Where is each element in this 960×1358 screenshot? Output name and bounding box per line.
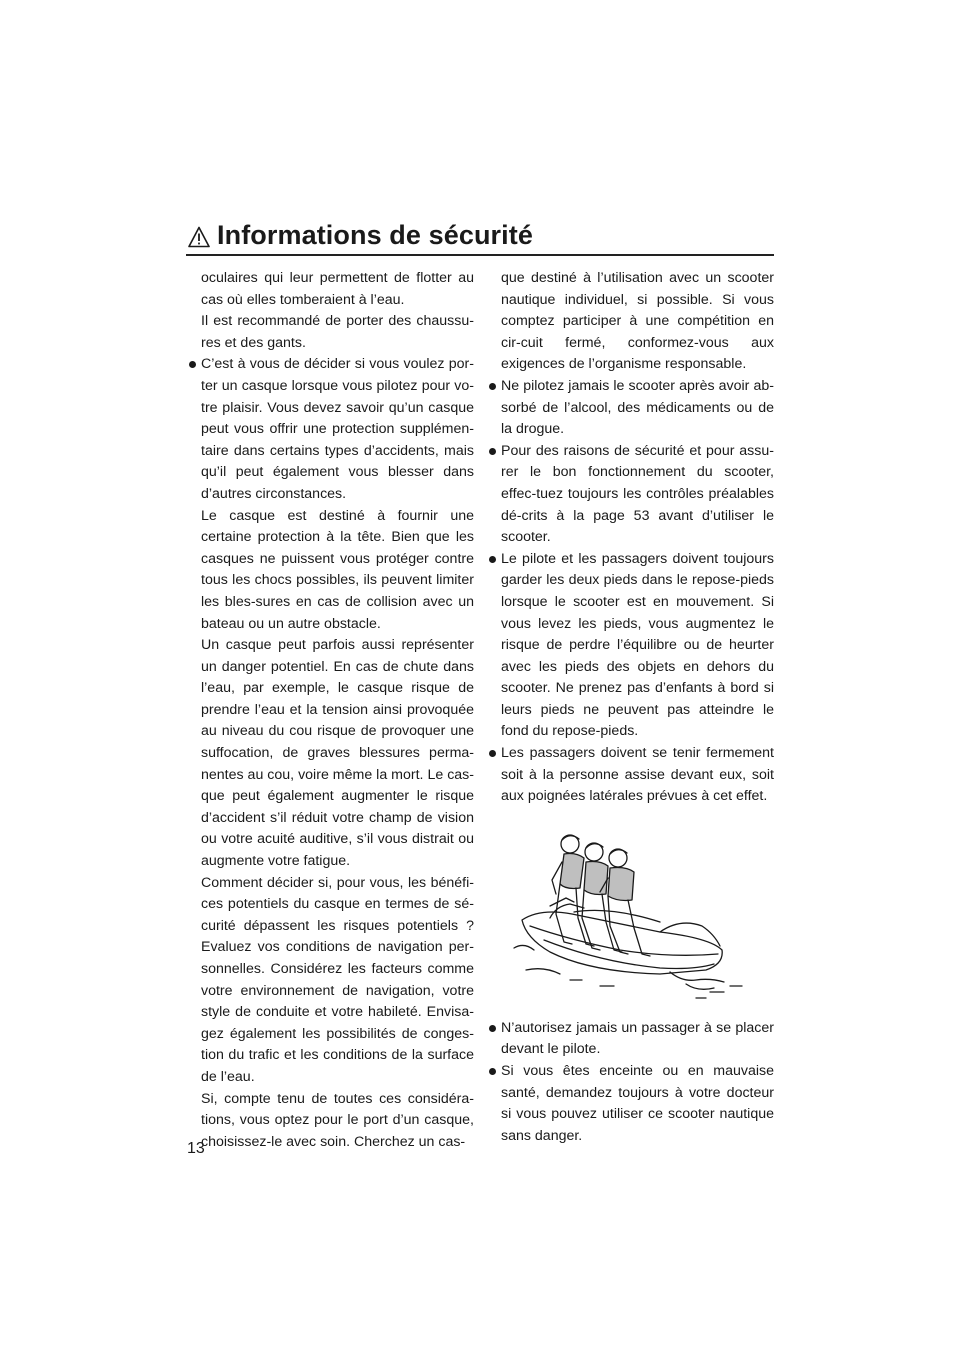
bullet-icon [489, 556, 496, 563]
paragraph: Comment décider si, pour vous, les bénéfi-ces potentiels du casque en termes de sé-curité dépassent les risques potentiels ? Evaluez vos conditions de navigation per-sonnelles. Considérez les facteurs comme votre environnement de navigation, votre style de conduite et votre habileté. Envisa-gez également les possibilités de conges-tion du trafic et les conditions de la surface de l’eau. [201, 874, 474, 1085]
bullet-icon [489, 1068, 496, 1075]
bullet-item [488, 549, 774, 743]
paragraph: Il est recommandé de porter des chaussu-res et des gants. [201, 313, 474, 351]
page-title: Informations de sécurité [217, 220, 533, 250]
left-column [188, 268, 474, 1153]
bullet-icon [489, 1025, 496, 1032]
bullet-icon [189, 361, 196, 368]
bullet-item [488, 441, 774, 549]
watercraft-riders-icon [510, 822, 750, 1002]
paragraph: oculaires qui leur permettent de flotter au cas où elles tomberaient à l’eau. [201, 270, 474, 308]
warning-triangle-icon [188, 226, 210, 248]
page-number: 13 [187, 1140, 205, 1157]
right-column [488, 268, 774, 1147]
bullet-icon [489, 750, 496, 757]
page-header [186, 222, 774, 262]
bullet-icon [489, 383, 496, 390]
bullet-item [488, 1061, 774, 1147]
watercraft-riders-illustration [488, 822, 774, 1012]
bullet-text: Si vous êtes enceinte ou en mauvaise santé, demandez toujours à votre docteur si vous pouvez utiliser ce scooter nautique sans danger. [501, 1063, 774, 1144]
bullet-text: C’est à vous de décider si vous voulez por-ter un casque lorsque vous pilotez pour vo-tre plaisir. Vous devez savoir qu’un casque peut vous offrir une protection supplémen-taire dans certains types d’accidents, mais qu’il peut également vous blesser dans d’autres circonstances. [201, 356, 474, 502]
bullet-icon [489, 448, 496, 455]
paragraph: Si, compte tenu de toutes ces considéra-tions, vous optez pour le port d’un casque, choisissez-le avec soin. Cherchez un cas- [201, 1090, 474, 1150]
bullet-text: Ne pilotez jamais le scooter après avoir ab-sorbé de l’alcool, des médicaments ou de la drogue. [501, 377, 774, 438]
paragraph: que destiné à l’utilisation avec un scooter nautique individuel, si possible. Si vous comptez participer à une compétition en cir-cuit fermé, conformez-vous aux exigences de l’organisme responsable. [501, 270, 774, 373]
bullet-text: Le pilote et les passagers doivent toujours garder les deux pieds dans le repose-pieds lorsque le scooter est en mouvement. Si vous levez les pieds, vous augmentez le risque de perdre l’équilibre ou de heurter avec les pieds des objets en dehors du scooter. Ne prenez pas d’enfants à bord si leurs pieds ne peuvent pas atteindre le fond du repose-pieds. [501, 550, 774, 740]
bullet-text: Pour des raisons de sécurité et pour assu-rer le bon fonctionnement du scooter, effec-tuez toujours les contrôles préalables dé-crits à la page 53 avant d’utiliser le scooter. [501, 442, 774, 546]
bullet-item [188, 354, 474, 505]
bullet-item [488, 376, 774, 441]
bullet-item [488, 1018, 774, 1061]
bullet-text: N’autorisez jamais un passager à se placer devant le pilote. [501, 1019, 774, 1058]
bullet-item [488, 743, 774, 808]
bullet-text: Les passagers doivent se tenir fermement soit à la personne assise devant eux, soit aux poignées latérales prévues à cet effet. [501, 745, 774, 805]
paragraph: Un casque peut parfois aussi représenter un danger potentiel. En cas de chute dans l’eau, par exemple, le casque risque de prendre l’eau et la tension ainsi provoquée au niveau du cou risque de provoquer une suffocation, de graves blessures perma-nentes au cou, voire même la mort. Le cas-que peut également augmenter le risque d’accident s’il réduit votre champ de vision ou votre acuité auditive, s’il vous distrait ou augmente votre fatigue. [201, 637, 474, 870]
paragraph: Le casque est destiné à fournir une certaine protection à la tête. Bien que les casques ne puissent vous protéger contre tous les chocs possibles, ils peuvent limiter les bles-sures en cas de collision avec un bateau ou un autre obstacle. [201, 507, 474, 632]
title-rule [186, 254, 774, 256]
